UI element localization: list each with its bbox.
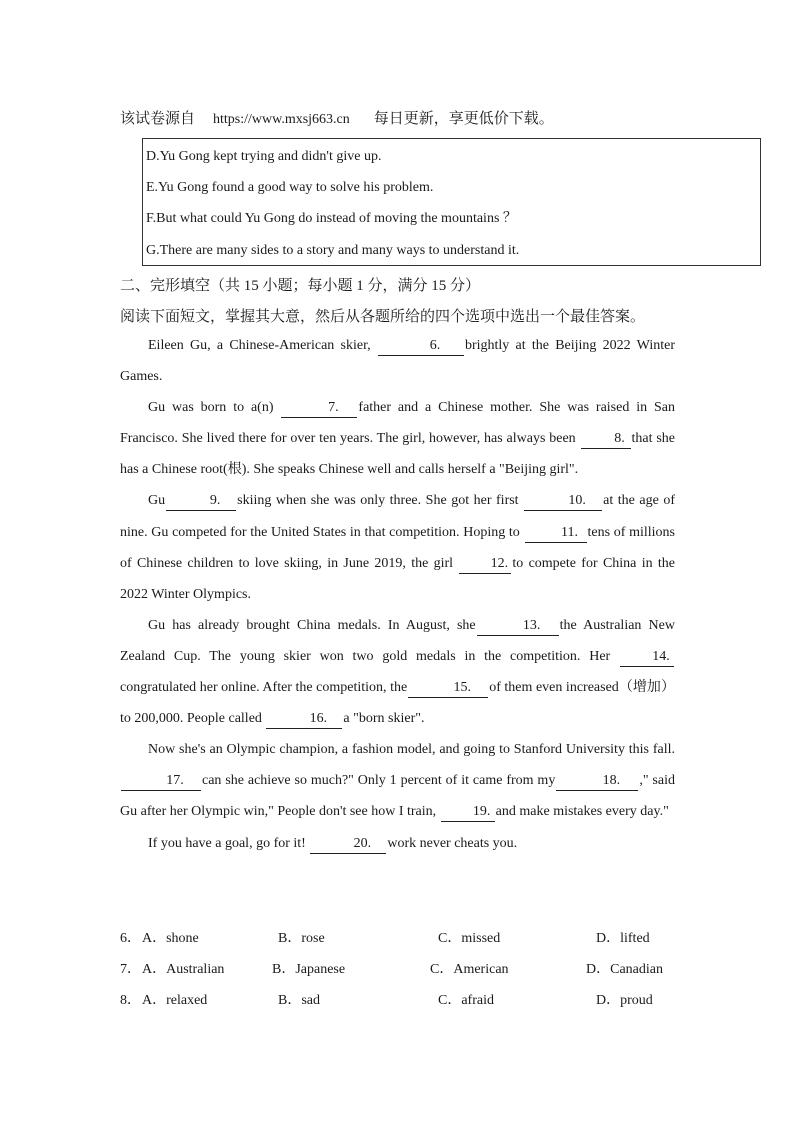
blank-13: 13. — [477, 617, 559, 636]
page-header — [120, 107, 554, 128]
section-instruction: 阅读下面短文，掌握其大意，然后从各题所给的四个选项中选出一个最佳答案。 — [120, 309, 646, 325]
option-f: F.But what could Yu Gong do instead of moving the mountains ？ — [146, 211, 517, 227]
blank-9: 9. — [166, 492, 236, 511]
blank-19: 19. — [441, 803, 495, 822]
choice-d: D．proud — [596, 993, 653, 1008]
blank-8: 8. — [581, 430, 631, 449]
choice-d: D．Canadian — [586, 962, 663, 977]
paragraph-3: Gu 9. skiing when she was only three. She got her first 10. at the age of nine. Gu competed for the United States in that competition. Hoping to 11. tens of millions of Chinese children to love skiing, in June 2019, the girl 12. to compete for China in the 2022 Winter Olympics. — [120, 493, 675, 602]
blank-11: 11. — [525, 524, 587, 543]
blank-15: 15. — [408, 679, 488, 698]
section-title: 二、完形填空（共 15 小题；每小题 1 分，满分 15 分） — [120, 278, 481, 294]
choice-c: C．missed — [438, 931, 501, 946]
blank-16: 16. — [266, 710, 342, 729]
paragraph-5: Now she's an Olympic champion, a fashion model, and going to Stanford University this fall. 17. can she achieve so much?" Only 1 percent of it came from my 18. ," said Gu after her Olympic win," People don't see how I train, 19. and make mistakes every day." — [120, 734, 675, 827]
question-8: 8． A．relaxed B．sad C．afraid D．proud — [120, 985, 675, 1016]
blank-18: 18. — [556, 772, 638, 791]
choice-c: C．American — [430, 962, 509, 977]
header-prefix: 该试卷源自 — [120, 111, 196, 127]
question-6: 6． A．shone B．rose C．missed D．lifted — [120, 923, 675, 954]
option-e: E.Yu Gong found a good way to solve his problem. — [146, 180, 434, 196]
answer-options — [120, 923, 675, 1016]
header-url[interactable]: https://www.mxsj663.cn — [213, 112, 350, 127]
paragraph-1: Eileen Gu, a Chinese-American skier, 6. brightly at the Beijing 2022 Winter Games. — [120, 338, 675, 385]
cloze-passage — [120, 330, 675, 859]
blank-17: 17. — [121, 772, 201, 791]
blank-20: 20. — [310, 835, 386, 854]
option-g: G.There are many sides to a story and many ways to understand it. — [146, 242, 520, 258]
blank-6: 6. — [378, 337, 464, 356]
choice-c: C．afraid — [438, 993, 494, 1008]
blank-7: 7. — [281, 399, 357, 418]
header-suffix: 每日更新，享更低价下载。 — [373, 111, 554, 127]
previous-options-box — [142, 138, 761, 266]
blank-14: 14. — [620, 648, 674, 667]
choice-b: B．Japanese — [272, 962, 346, 977]
option-d: D.Yu Gong kept trying and didn't give up. — [146, 149, 382, 164]
paragraph-6: If you have a goal, go for it! 20. work never cheats you. — [120, 828, 675, 859]
paragraph-4: Gu has already brought China medals. In August, she 13. the Australian New Zealand Cup. The young skier won two gold medals in the competition. Her 14.congratulated her online. After the competition, the 15. of them even increased（增加） to 200,000. People called 16. a "born skier". — [120, 610, 675, 734]
choice-b: B．rose — [278, 931, 325, 946]
choice-a: A．relaxed — [142, 993, 208, 1008]
question-7: 7． A．Australian B．Japanese C．American D．Canadian — [120, 954, 675, 985]
choice-b: B．sad — [278, 993, 320, 1008]
choice-a: A．shone — [142, 931, 199, 946]
paragraph-2: Gu was born to a(n) 7. father and a Chinese mother. She was raised in San Francisco. She lived there for over ten years. The girl, however, has always been 8. that she has a Chinese root(根). She speaks Chinese well and calls herself a "Beijing girl". — [120, 400, 676, 478]
blank-10: 10. — [524, 492, 602, 511]
blank-12: 12. — [459, 555, 511, 574]
choice-a: A．Australian — [142, 962, 225, 977]
choice-d: D．lifted — [596, 931, 650, 946]
